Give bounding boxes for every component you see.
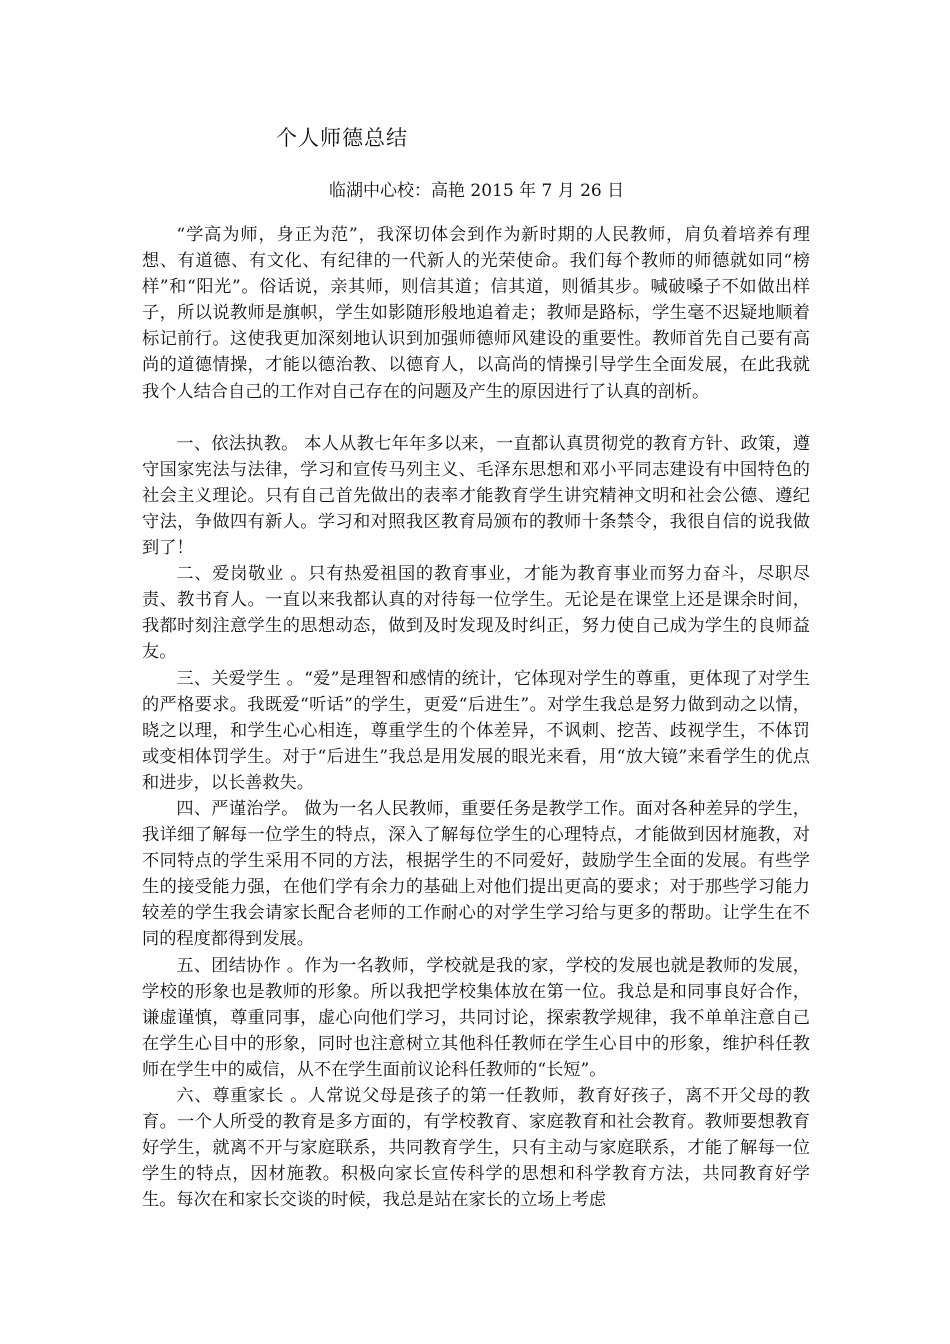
document-title: 个人师德总结 bbox=[276, 126, 408, 150]
section-paragraph: 四、严谨治学。 做为一名人民教师，重要任务是教学工作。面对各种差异的学生，我详细了解每一位学生的特点，深入了解每位学生的心理特点，才能做到因材施教，对不同特点的学生采用不同的方法，根据学生的不同爱好，鼓励学生全面的发展。有些学生的接受能力强，在他们学有余力的基础上对他们提出更高的要求；对于那些学习能力较差的学生我会请家长配合老师的工作耐心的对学生学习给与更多的帮助。让学生在不同的程度都得到发展。 bbox=[142, 798, 810, 950]
section-paragraph: 三、关爱学生 。“爱”是理智和感情的统计，它体现对学生的尊重，更体现了对学生的严格要求。我既爱“听话”的学生，更爱“后进生”。对学生我总是努力做到动之以情，晓之以理，和学生心心相连，尊重学生的个体差异，不讽刺、挖苦、歧视学生，不体罚或变相体罚学生。对于“后进生”我总是用发展的眼光来看，用“放大镜”来看学生的优点和进步，以长善救失。 bbox=[142, 668, 810, 793]
section-paragraph: 六、尊重家长 。人常说父母是孩子的第一任教师，教育好孩子，离不开父母的教育。一个人所受的教育是多方面的，有学校教育、家庭教育和社会教育。教师要想教育好学生，就离不开与家庭联系，共同教育学生，只有主动与家庭联系，才能了解每一位学生的特点，因材施教。积极向家长宣传科学的思想和科学教育方法，共同教育好学生。每次在和家长交谈的时候，我总是站在家长的立场上考虑 bbox=[142, 1086, 810, 1211]
author-date-line: 临湖中心校：高艳 2015 年 7 月 26 日 bbox=[329, 181, 625, 201]
document-body bbox=[142, 222, 810, 1213]
section-paragraph: 一、依法执教。 本人从教七年年多以来，一直都认真贯彻党的教育方针、政策，遵守国家宪法与法律，学习和宣传马列主义、毛泽东思想和邓小平同志建设有中国特色的社会主义理论。只有自己首先做出的表率才能教育学生讲究精神文明和社会公德、遵纪守法，争做四有新人。学习和对照我区教育局颁布的教师十条禁令，我很自信的说我做到了！ bbox=[142, 433, 810, 559]
intro-paragraph: “学高为师，身正为范”，我深切体会到作为新时期的人民教师，肩负着培养有理想、有道德、有文化、有纪律的一代新人的光荣使命。我们每个教师的师德就如同“榜样”和“阳光”。俗话说，亲其师，则信其道；信其道，则循其步。喊破嗓子不如做出样子，所以说教师是旗帜，学生如影随形般地追着走；教师是路标，学生毫不迟疑地顺着标记前行。这使我更加深刻地认识到加强师德师风建设的重要性。教师首先自己要有高尚的道德情操，才能以德治教、以德育人，以高尚的情操引导学生全面发展，在此我就我个人结合自己的工作对自己存在的问题及产生的原因进行了认真的剖析。 bbox=[142, 225, 810, 402]
section-paragraph: 五、团结协作 。作为一名教师，学校就是我的家，学校的发展也就是教师的发展，学校的形象也是教师的形象。所以我把学校集体放在第一位。我总是和同事良好合作，谦虚谨慎，尊重同事，虚心向他们学习，共同讨论，探索教学规律，我不单单注意自己在学生心目中的形象，同时也注意树立其他科任教师在学生心目中的形象，维护科任教师在学生中的威信，从不在学生面前议论科任教师的“长短”。 bbox=[142, 955, 810, 1080]
section-paragraph: 二、爱岗敬业 。只有热爱祖国的教育事业，才能为教育事业而努力奋斗，尽职尽责、教书育人。一直以来我都认真的对待每一位学生。无论是在课堂上还是课余时间，我都时刻注意学生的思想动态，做到及时发现及时纠正，努力使自己成为学生的良师益友。 bbox=[142, 564, 810, 663]
